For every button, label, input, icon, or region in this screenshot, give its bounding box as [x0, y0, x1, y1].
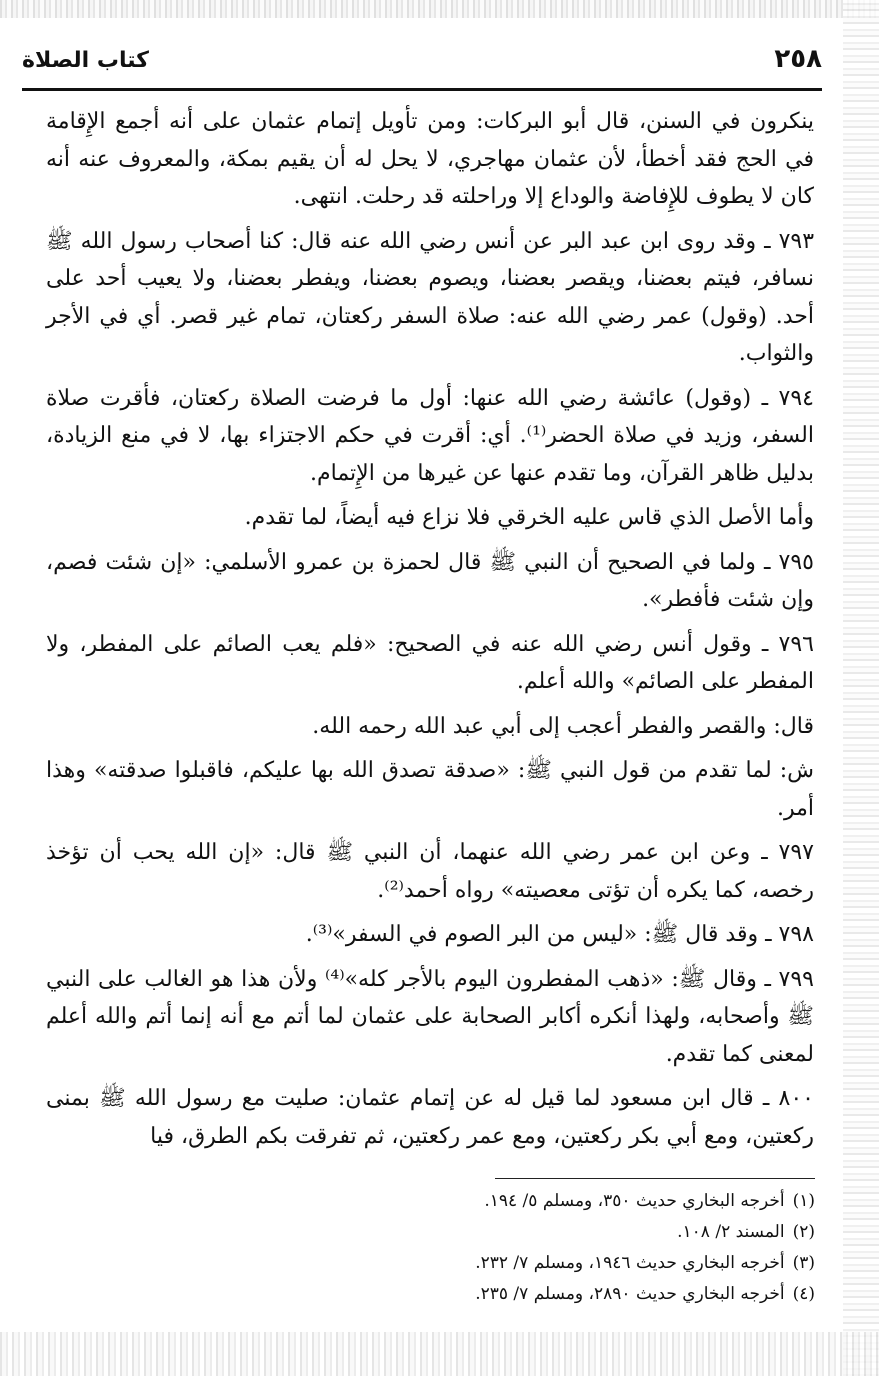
footnote-text: أخرجه البخاري حديث ١٩٤٦، ومسلم ٧/ ٢٣٢. — [475, 1253, 785, 1273]
scan-edge-bottom — [0, 1332, 879, 1376]
paragraph: ش: لما تقدم من قول النبي ﷺ: «صدقة تصدق الله بها عليكم، فاقبلوا صدقته» وهذا أمر. — [46, 758, 815, 821]
footnote-text: المسند ٢/ ١٠٨. — [677, 1222, 785, 1242]
footnote-number: (٤) — [792, 1284, 815, 1304]
paragraph-796: ٧٩٦ ـ وقول أنس رضي الله عنه في الصحيح: «فلم يعب الصائم على المفطر، ولا المفطر على الصائم» والله أعلم. — [46, 631, 814, 694]
footnote — [175, 1217, 815, 1248]
footnote-text: أخرجه البخاري حديث ٣٥٠، ومسلم ٥/ ١٩٤. — [484, 1191, 785, 1211]
scan-edge-right — [843, 0, 879, 1376]
footnote — [175, 1279, 815, 1310]
paragraph-800: ٨٠٠ ـ قال ابن مسعود لما قيل له عن إتمام عثمان: صليت مع رسول الله ﷺ بمنى ركعتين، ومع أبي بكر ركعتين، ومع عمر ركعتين، ثم تفرقت بكم الطرق، فيا — [46, 1086, 814, 1149]
running-title: كتاب الصلاة — [22, 48, 149, 73]
page-header — [22, 44, 822, 84]
page-number: ٢٥٨ — [774, 44, 822, 74]
paragraph-797: ٧٩٧ ـ وعن ابن عمر رضي الله عنهما، أن النبي ﷺ قال: «إن الله يحب أن تؤخذ رخصه، كما يكره أن تؤتى معصيته» رواه أحمد⁽²⁾. — [46, 840, 814, 903]
footnote-number: (١) — [792, 1191, 815, 1211]
footnote — [175, 1248, 815, 1279]
paragraph: قال: والقصر والفطر أعجب إلى أبي عبد الله رحمه الله. — [312, 713, 814, 739]
footnote-number: (٣) — [792, 1253, 815, 1273]
paragraph-798: ٧٩٨ ـ وقد قال ﷺ: «ليس من البر الصوم في السفر»⁽³⁾. — [305, 922, 814, 947]
paragraph-795: ٧٩٥ ـ ولما في الصحيح أن النبي ﷺ قال لحمزة بن عمرو الأسلمي: «إن شئت فصم، وإن شئت فأفطر». — [46, 549, 814, 612]
paragraph-793: ٧٩٣ ـ وقد روى ابن عبد البر عن أنس رضي الله عنه قال: كنا أصحاب رسول الله ﷺ نسافر، فيتم بعضنا، ويقصر بعضنا، ويصوم بعضنا، ويفطر بعضنا، ولا يعيب أحد على أحد. (وقول) عمر رضي الله عنه: صلاة السفر ركعتان، تمام غير قصر. أي في الأجر والثواب. — [46, 228, 815, 366]
paragraph: ينكرون في السنن، قال أبو البركات: ومن تأويل إتمام عثمان على أنه أجمع الإِقامة في الحج فقد أخطأ، لأن عثمان مهاجري، لا يحل له أن يقيم بمكة، والمعروف عنه أنه كان لا يطوف للإِفاضة والوداع إلا وراحلته قد رحلت. انتهى. — [46, 109, 814, 209]
paragraph-799: ٧٩٩ ـ وقال ﷺ: «ذهب المفطرون اليوم بالأجر كله»⁽⁴⁾ ولأن هذا هو الغالب على النبي ﷺ وأصحابه، ولهذا أنكره أكابر الصحابة على عثمان لما أتم مع أنه إنما أتم والله أعلم لمعنى كما تقدم. — [46, 966, 814, 1067]
footnote — [175, 1186, 815, 1217]
scan-edge-top — [0, 0, 879, 18]
footnote-rule — [495, 1178, 815, 1179]
footnote-text: أخرجه البخاري حديث ٢٨٩٠، ومسلم ٧/ ٢٣٥. — [475, 1284, 785, 1304]
header-rule — [22, 88, 822, 91]
paragraph: وأما الأصل الذي قاس عليه الخرقي فلا نزاع فيه أيضاً، لما تقدم. — [244, 505, 814, 530]
footnote-number: (٢) — [792, 1222, 815, 1242]
main-text — [46, 103, 814, 1162]
footnotes — [175, 1186, 815, 1310]
paragraph-794: ٧٩٤ ـ (وقول) عائشة رضي الله عنها: أول ما فرضت الصلاة ركعتان، فأقرت صلاة السفر، وزيد في صلاة الحضر⁽¹⁾. أي: أقرت في حكم الاجتزاء بها، لا في منع الزيادة، بدليل ظاهر القرآن، وما تقدم عنها عن غيرها من الإِتمام. — [46, 385, 815, 486]
